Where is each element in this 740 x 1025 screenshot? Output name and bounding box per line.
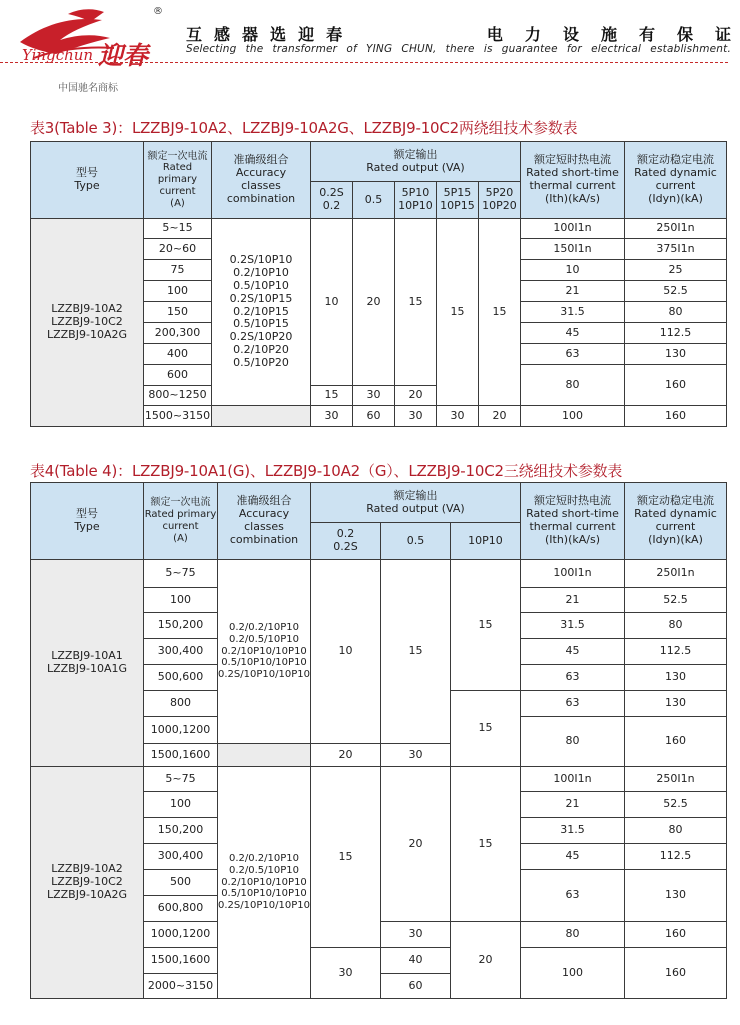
table4-idyn-cell: 130 — [625, 870, 727, 922]
table3-output-10p10: 30 — [395, 406, 437, 427]
table3-ith-cell: 100I1n — [521, 219, 625, 239]
table3-ith-cell: 21 — [521, 281, 625, 302]
table4-idyn-cell: 250I1n — [625, 560, 727, 588]
slogan-char: 电 — [486, 25, 503, 44]
table3-output-10p20: 15 — [479, 219, 521, 406]
table4-idyn-cell: 112.5 — [625, 844, 727, 870]
slogan-char: 互 — [186, 25, 203, 44]
table4-title: 表4(Table 4)：LZZBJ9-10A1(G)、LZZBJ9-10A2（G）、LZZBJ9-10C2三绕组技术参数表 — [30, 462, 623, 480]
table4-ith-cell: 63 — [521, 691, 625, 717]
table4-output-10p10: 15 — [451, 767, 521, 922]
table3-output-10p10: 20 — [395, 386, 437, 406]
slogan-char: 力 — [524, 25, 541, 44]
table4 — [30, 482, 727, 999]
table4-idyn-cell: 160 — [625, 717, 727, 767]
header-output-0.2: 0.2 0.2S — [311, 523, 381, 560]
header-output-0.5: 0.5 — [353, 182, 395, 219]
table4-ith-cell: 63 — [521, 870, 625, 922]
table3-accuracy-empty — [212, 406, 311, 427]
table4-output-10p10: 15 — [451, 691, 521, 767]
header-thermal-current: 额定短时热电流 Rated short-time thermal current (Ith)(kA/s) — [521, 142, 625, 219]
table3-ith-cell: 80 — [521, 365, 625, 406]
slogan-char: 器 — [242, 25, 259, 44]
table3-output-10p15: 15 — [437, 219, 479, 406]
table4-ith-cell: 21 — [521, 588, 625, 613]
table4-ith-cell: 100I1n — [521, 560, 625, 588]
slogan-char: 春 — [326, 25, 343, 44]
table3-current-cell: 600 — [144, 365, 212, 386]
table4-output-0.2: 10 — [311, 560, 381, 744]
header-rated-output: 额定输出 Rated output (VA) — [311, 142, 521, 182]
header-accuracy-classes: 准确级组合 Accuracy classes combination — [218, 483, 311, 560]
table3-output-10p20: 20 — [479, 406, 521, 427]
table3-ith-cell: 31.5 — [521, 302, 625, 323]
header-output-10p10: 5P10 10P10 — [395, 182, 437, 219]
table4-current-cell: 2000~3150 — [144, 974, 218, 999]
header-thermal-current: 额定短时热电流 Rated short-time thermal current (Ith)(kA/s) — [521, 483, 625, 560]
table4-current-cell: 100 — [144, 588, 218, 613]
header-dynamic-current: 额定动稳定电流 Rated dynamic current (Idyn)(kA) — [625, 483, 727, 560]
table3-current-cell: 100 — [144, 281, 212, 302]
table4-output-0.2: 20 — [311, 744, 381, 767]
table3-output-0.5: 60 — [353, 406, 395, 427]
logo-cn-text: 迎春 — [98, 41, 149, 70]
table4-accuracy-empty — [218, 744, 311, 767]
table4-output-0.5: 30 — [381, 744, 451, 767]
table4-type-cell-a: LZZBJ9-10A1 LZZBJ9-10A1G — [31, 560, 144, 767]
table4-current-cell: 600,800 — [144, 896, 218, 922]
table4-current-cell: 100 — [144, 792, 218, 818]
table3-current-cell: 1500~3150 — [144, 406, 212, 427]
table4-current-cell: 1000,1200 — [144, 922, 218, 948]
table4-current-cell: 800 — [144, 691, 218, 717]
table4-current-cell: 5~75 — [144, 767, 218, 792]
table4-idyn-cell: 130 — [625, 665, 727, 691]
table3-ith-cell: 150I1n — [521, 239, 625, 260]
table4-current-cell: 500,600 — [144, 665, 218, 691]
table3-idyn-cell: 375I1n — [625, 239, 727, 260]
header-output-10p20: 5P20 10P20 — [479, 182, 521, 219]
table3-output-0.2s: 15 — [311, 386, 353, 406]
table3-current-cell: 400 — [144, 344, 212, 365]
table3-output-10p10: 15 — [395, 219, 437, 386]
header-rated-primary-current: 额定一次电流 Rated primary current (A) — [144, 483, 218, 560]
table4-accuracy-cell-a: 0.2/0.2/10P10 0.2/0.5/10P10 0.2/10P10/10P10 0.5/10P10/10P10 0.2S/10P10/10P10 — [218, 560, 311, 744]
table3-accuracy-cell: 0.2S/10P10 0.2/10P10 0.5/10P10 0.2S/10P15 0.2/10P15 0.5/10P15 0.2S/10P20 0.2/10P20 0.5/10P20 — [212, 219, 311, 406]
slogan-char: 有 — [638, 25, 655, 44]
table4-ith-cell: 80 — [521, 717, 625, 767]
slogan-char: 施 — [600, 25, 617, 44]
table3-ith-cell: 45 — [521, 323, 625, 344]
slogan-char: 证 — [714, 25, 731, 44]
table3-current-cell: 75 — [144, 260, 212, 281]
table4-idyn-cell: 52.5 — [625, 588, 727, 613]
slogan-char: 保 — [676, 25, 693, 44]
table4-output-0.5: 30 — [381, 922, 451, 948]
table3-idyn-cell: 250I1n — [625, 219, 727, 239]
slogan-cn-right — [487, 22, 731, 45]
table4-current-cell: 1500,1600 — [144, 948, 218, 974]
table4-current-cell: 300,400 — [144, 844, 218, 870]
table4-output-0.5: 40 — [381, 948, 451, 974]
header-output-10p10: 10P10 — [451, 523, 521, 560]
table4-output-0.5: 60 — [381, 974, 451, 999]
slogan-cn-left — [186, 22, 342, 45]
table4-ith-cell: 45 — [521, 844, 625, 870]
table4-idyn-cell: 52.5 — [625, 792, 727, 818]
slogan-char: 感 — [214, 25, 231, 44]
table3-idyn-cell: 160 — [625, 365, 727, 406]
table4-output-0.2: 30 — [311, 948, 381, 999]
table3-current-cell: 5~15 — [144, 219, 212, 239]
header-rated-primary-current: 额定一次电流 Rated primary current (A) — [144, 142, 212, 219]
table3-output-0.2s: 30 — [311, 406, 353, 427]
slogan-char: 迎 — [298, 25, 315, 44]
slogan-char: 选 — [270, 25, 287, 44]
table4-idyn-cell: 130 — [625, 691, 727, 717]
table4-output-0.2: 15 — [311, 767, 381, 948]
header-output-10p15: 5P15 10P15 — [437, 182, 479, 219]
famous-trademark-label: 中国驰名商标 — [58, 83, 118, 94]
table4-ith-cell: 31.5 — [521, 613, 625, 639]
table3-idyn-cell: 80 — [625, 302, 727, 323]
table4-type-cell-b: LZZBJ9-10A2 LZZBJ9-10C2 LZZBJ9-10A2G — [31, 767, 144, 999]
table4-idyn-cell: 80 — [625, 818, 727, 844]
table3-current-cell: 20~60 — [144, 239, 212, 260]
table4-idyn-cell: 160 — [625, 922, 727, 948]
table3-ith-cell: 63 — [521, 344, 625, 365]
table3-title: 表3(Table 3)：LZZBJ9-10A2、LZZBJ9-10A2G、LZZBJ9-10C2两绕组技术参数表 — [30, 119, 578, 137]
table4-ith-cell: 31.5 — [521, 818, 625, 844]
registered-mark: ® — [153, 6, 163, 17]
table4-current-cell: 150,200 — [144, 818, 218, 844]
header-output-0.2s: 0.2S 0.2 — [311, 182, 353, 219]
table3-idyn-cell: 130 — [625, 344, 727, 365]
table4-ith-cell: 63 — [521, 665, 625, 691]
logo-script-text: Yingchun — [22, 46, 94, 64]
header-dynamic-current: 额定动稳定电流 Rated dynamic current (Idyn)(kA) — [625, 142, 727, 219]
slogan-char: 设 — [562, 25, 579, 44]
table3-current-cell: 150 — [144, 302, 212, 323]
table4-ith-cell: 100 — [521, 948, 625, 999]
table4-output-0.5: 20 — [381, 767, 451, 922]
table4-current-cell: 1500,1600 — [144, 744, 218, 767]
header-accuracy-classes: 准确级组合 Accuracy classes combination — [212, 142, 311, 219]
slogan-chinese — [186, 22, 731, 45]
header-rated-output: 额定输出 Rated output (VA) — [311, 483, 521, 523]
table3-idyn-cell: 25 — [625, 260, 727, 281]
table3-output-0.5: 20 — [353, 219, 395, 386]
table3-output-0.5: 30 — [353, 386, 395, 406]
table3 — [30, 141, 727, 427]
table4-current-cell: 300,400 — [144, 639, 218, 665]
table4-output-10p10: 15 — [451, 560, 521, 691]
table4-output-0.5: 15 — [381, 560, 451, 744]
table4-ith-cell: 21 — [521, 792, 625, 818]
table3-ith-cell: 10 — [521, 260, 625, 281]
table3-idyn-cell: 112.5 — [625, 323, 727, 344]
table3-ith-cell: 100 — [521, 406, 625, 427]
header-output-0.5: 0.5 — [381, 523, 451, 560]
table3-output-0.2s: 10 — [311, 219, 353, 386]
header-divider — [0, 62, 728, 63]
header-type: 型号 Type — [31, 142, 144, 219]
header-type: 型号 Type — [31, 483, 144, 560]
table4-output-10p10: 20 — [451, 922, 521, 999]
slogan-english: Selecting the transformer of YING CHUN, there is guarantee for electrical establishment. — [186, 43, 731, 55]
table4-ith-cell: 100I1n — [521, 767, 625, 792]
table4-current-cell: 500 — [144, 870, 218, 896]
table3-output-10p15: 30 — [437, 406, 479, 427]
table4-accuracy-cell-b: 0.2/0.2/10P10 0.2/0.5/10P10 0.2/10P10/10P10 0.5/10P10/10P10 0.2S/10P10/10P10 — [218, 767, 311, 999]
table3-current-cell: 800~1250 — [144, 386, 212, 406]
table4-ith-cell: 80 — [521, 922, 625, 948]
table4-ith-cell: 45 — [521, 639, 625, 665]
table4-idyn-cell: 112.5 — [625, 639, 727, 665]
table4-idyn-cell: 160 — [625, 948, 727, 999]
table3-idyn-cell: 160 — [625, 406, 727, 427]
table3-idyn-cell: 52.5 — [625, 281, 727, 302]
table3-current-cell: 200,300 — [144, 323, 212, 344]
table3-type-cell: LZZBJ9-10A2 LZZBJ9-10C2 LZZBJ9-10A2G — [31, 219, 144, 427]
table4-current-cell: 5~75 — [144, 560, 218, 588]
table4-idyn-cell: 250I1n — [625, 767, 727, 792]
table4-current-cell: 1000,1200 — [144, 717, 218, 744]
table4-current-cell: 150,200 — [144, 613, 218, 639]
company-logo — [14, 6, 164, 78]
table4-idyn-cell: 80 — [625, 613, 727, 639]
